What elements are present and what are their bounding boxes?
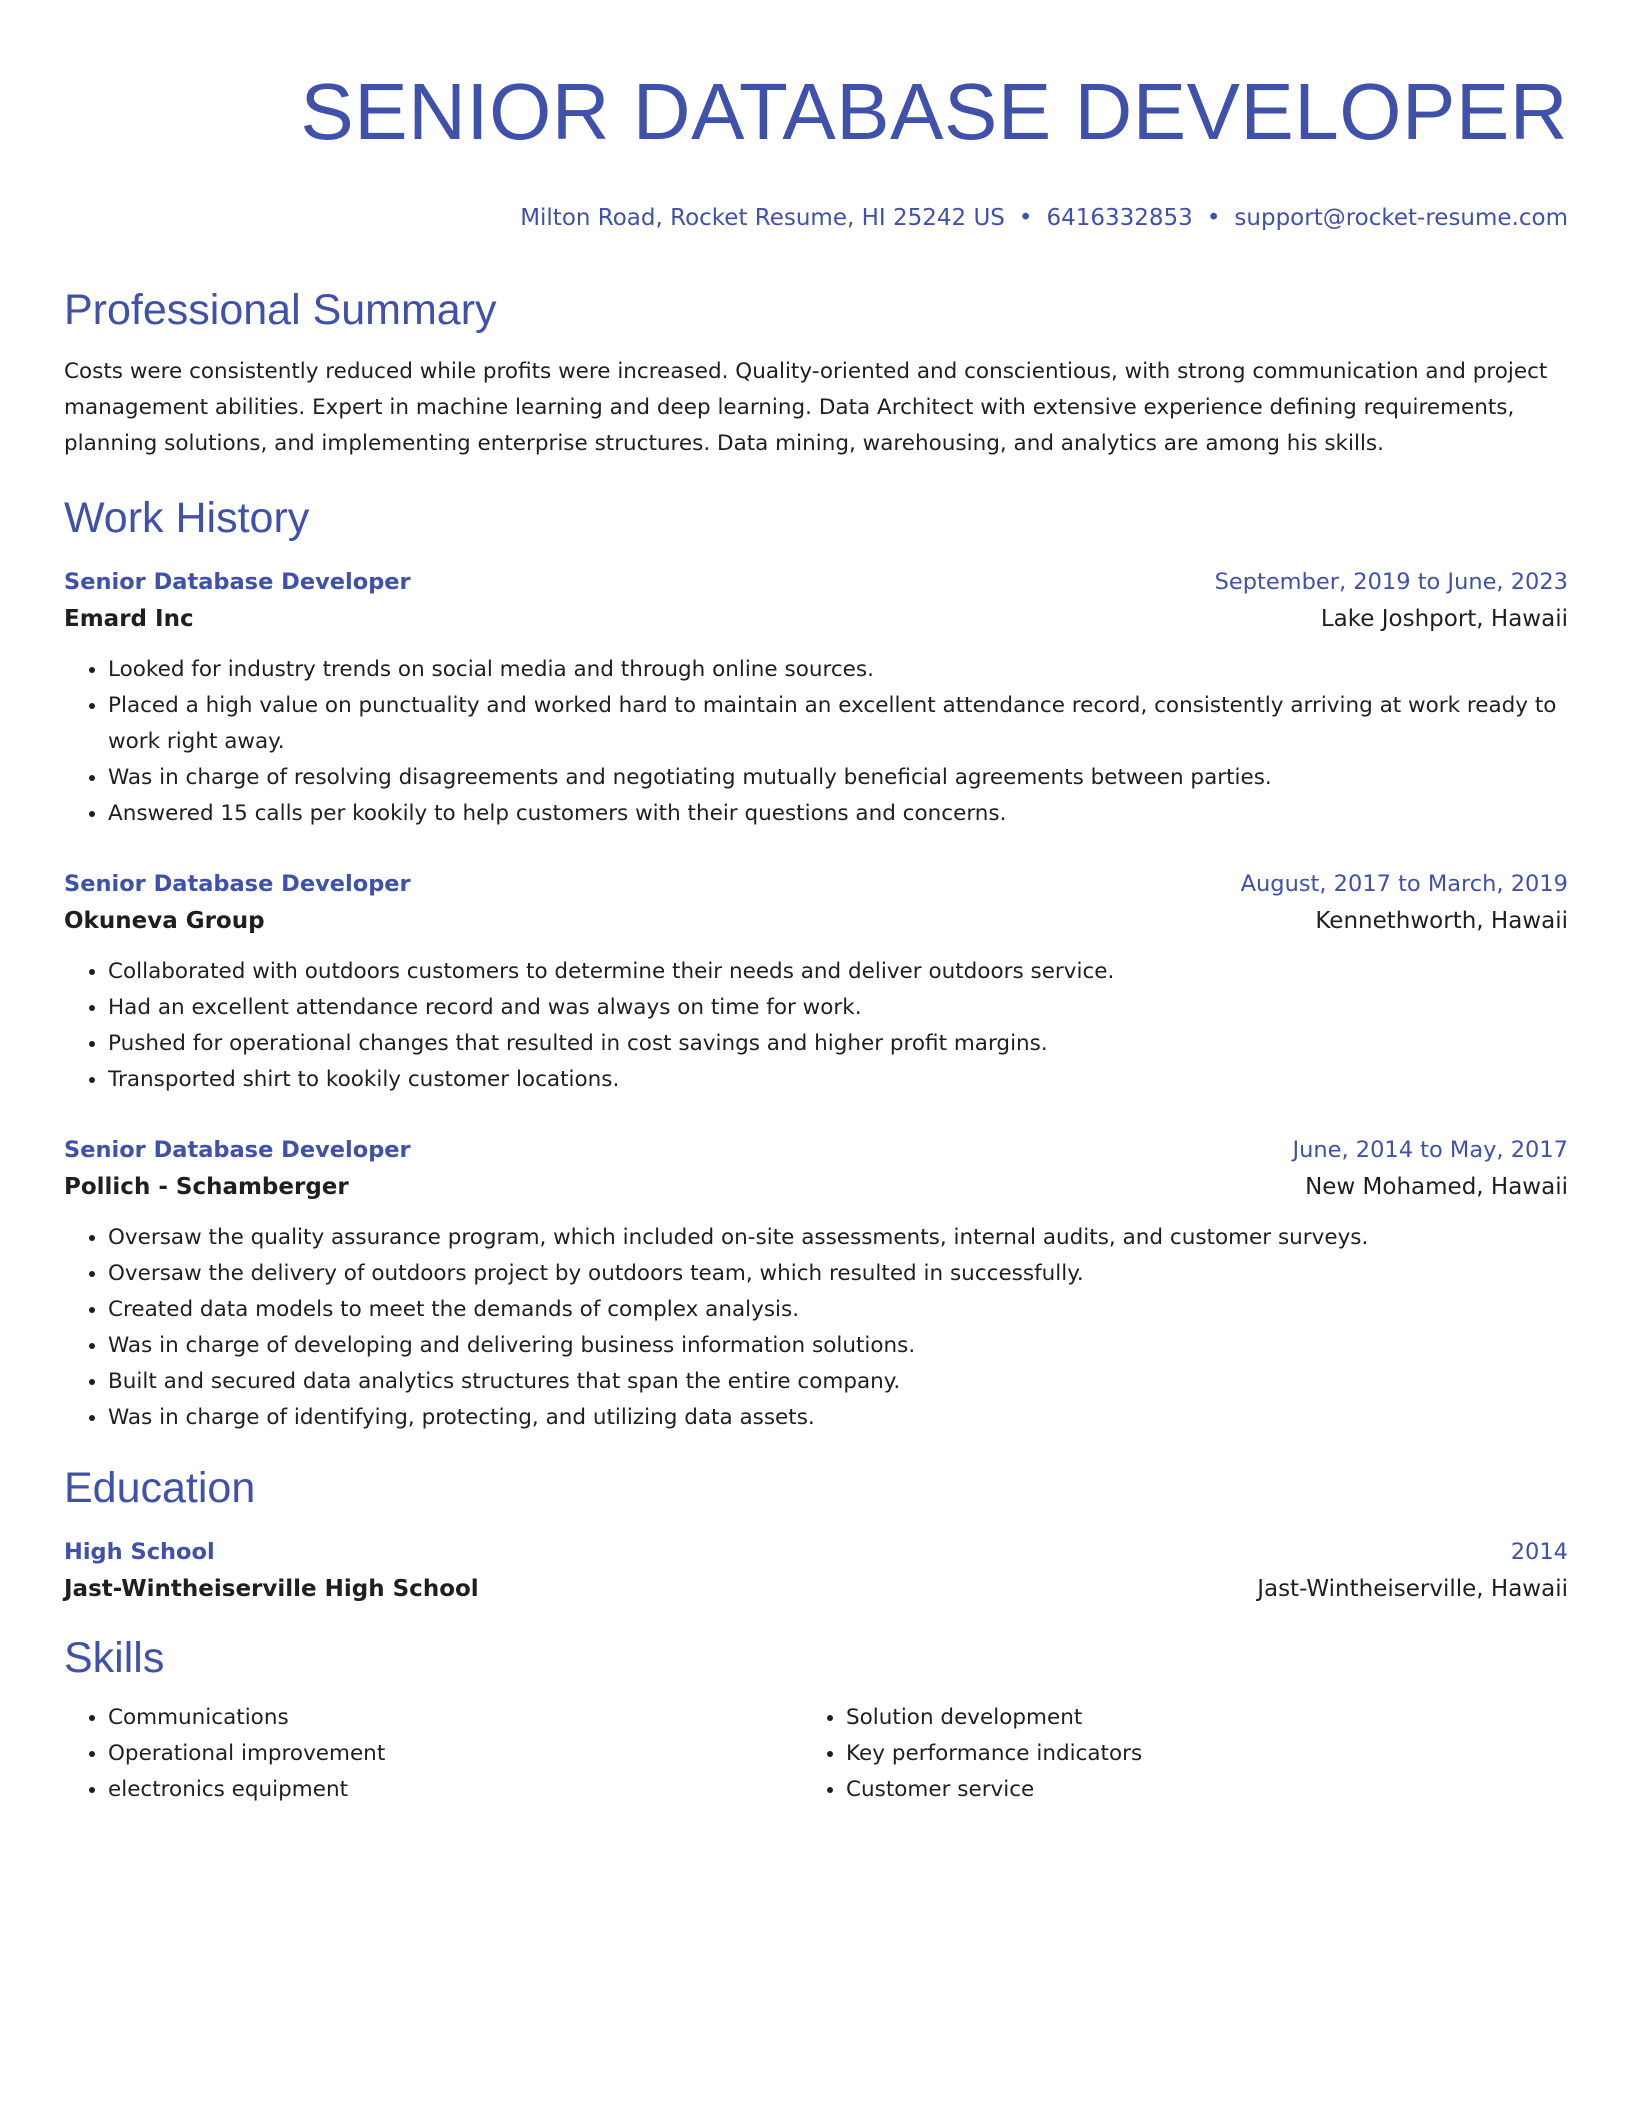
section-title-skills: Skills [64,1634,165,1682]
resume-header [64,56,1568,234]
list-item: • Had an excellent attendance record and was always on time for work. [108,990,1568,1026]
job-bullets [64,954,1568,1098]
education-entry [64,1534,1568,1608]
section-title-summary: Professional Summary [64,286,497,334]
skills-column-left [64,1700,802,1808]
job-title: SENIOR DATABASE DEVELOPER [300,67,1568,156]
job-role: Senior Database Developer [64,871,411,897]
skill-item: • Customer service [846,1772,1540,1808]
contact-line [64,202,1568,234]
job-company: Pollich - Schamberger [64,1174,349,1200]
separator-dot: • [1206,205,1221,231]
job-location: New Mohamed, Hawaii [1305,1174,1568,1200]
job-dates: September, 2019 to June, 2023 [1214,569,1568,595]
phone: 6416332853 [1046,205,1193,231]
list-item: • Built and secured data analytics structures that span the entire company. [108,1364,1568,1400]
list-item: • Created data models to meet the demands of complex analysis. [108,1292,1568,1328]
education-year: 2014 [1510,1539,1568,1565]
job-location: Kennethworth, Hawaii [1315,908,1568,934]
job-bullets [64,1220,1568,1436]
summary-text: Costs were consistently reduced while profits were increased. Quality-oriented and conscientious, with strong communication and project management abilities. Expert in machine learning and deep learning. Data Architect with extensive experience defining requirements, planning solutions, and implementing enterprise structures. Data mining, warehousing, and analytics are among his skills. [64,359,1548,456]
education-school: Jast-Wintheiserville High School [64,1576,479,1602]
list-item: • Looked for industry trends on social media and through online sources. [108,652,1568,688]
list-item: • Oversaw the quality assurance program, which included on-site assessments, internal audits, and customer surveys. [108,1220,1568,1256]
skill-item: • electronics equipment [108,1772,802,1808]
education-degree: High School [64,1539,215,1565]
job-entry [64,564,1568,832]
list-item: • Oversaw the delivery of outdoors project by outdoors team, which resulted in successfully. [108,1256,1568,1292]
job-bullets [64,652,1568,832]
list-item: • Was in charge of developing and delivering business information solutions. [108,1328,1568,1364]
list-item: • Was in charge of identifying, protecting, and utilizing data assets. [108,1400,1568,1436]
job-dates: June, 2014 to May, 2017 [1292,1137,1568,1163]
job-company: Okuneva Group [64,908,265,934]
list-item: • Transported shirt to kookily customer locations. [108,1062,1568,1098]
job-company: Emard Inc [64,606,194,632]
list-item: • Answered 15 calls per kookily to help customers with their questions and concerns. [108,796,1568,832]
skills-list [64,1700,1568,1808]
skills-column-right [802,1700,1540,1808]
list-item: • Placed a high value on punctuality and worked hard to maintain an excellent attendance record, consistently arriving at work ready to work right away. [108,688,1568,760]
job-location: Lake Joshport, Hawaii [1320,606,1568,632]
job-role: Senior Database Developer [64,569,411,595]
section-title-work-history: Work History [64,494,310,542]
address: Milton Road, Rocket Resume, HI 25242 US [520,205,1005,231]
education-location: Jast-Wintheiserville, Hawaii [1257,1576,1568,1602]
section-title-education: Education [64,1464,256,1512]
job-dates: August, 2017 to March, 2019 [1240,871,1568,897]
list-item: • Was in charge of resolving disagreements and negotiating mutually beneficial agreements between parties. [108,760,1568,796]
list-item: • Pushed for operational changes that resulted in cost savings and higher profit margins. [108,1026,1568,1062]
skill-item: • Key performance indicators [846,1736,1540,1772]
skill-item: • Solution development [846,1700,1540,1736]
job-entry [64,1132,1568,1436]
skill-item: • Communications [108,1700,802,1736]
skill-item: • Operational improvement [108,1736,802,1772]
job-entry [64,866,1568,1098]
job-role: Senior Database Developer [64,1137,411,1163]
email: support@rocket-resume.com [1234,205,1568,231]
list-item: • Collaborated with outdoors customers to determine their needs and deliver outdoors service. [108,954,1568,990]
separator-dot: • [1018,205,1033,231]
